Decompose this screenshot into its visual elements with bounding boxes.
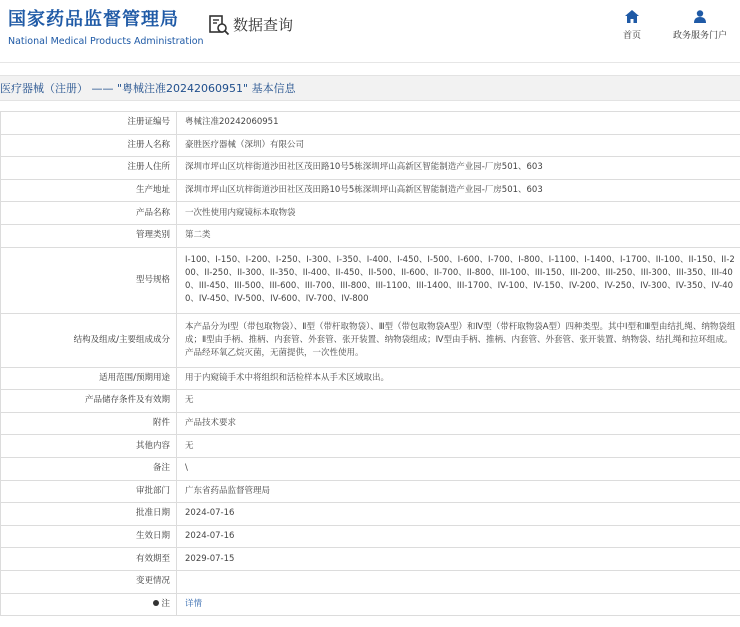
field-value-other: 无: [177, 435, 740, 458]
record-title: 医疗器械（注册） —— "粤械注准20242060951" 基本信息: [0, 82, 296, 95]
field-label: 注册人住所: [1, 157, 177, 180]
field-value-structure: 本产品分为Ⅰ型（带包取物袋）、Ⅱ型（带杆取物袋）、Ⅲ型（带包取物袋A型）和Ⅳ型（带杆取物袋A型）四种类型。其中Ⅰ型和Ⅲ型由结扎绳、纳物袋组成；Ⅱ型由手柄、推柄、内套管、外套管、张开装置、纳物袋组成；Ⅳ型由手柄、推柄、内套管、外套管、张开装置、纳物袋、结扎绳和拉环组成。产品经环氧乙烷灭菌，无菌提供，一次性使用。: [177, 313, 740, 367]
field-value-registrant: 豪胜医疗器械（深圳）有限公司: [177, 134, 740, 157]
brand-logo[interactable]: [8, 8, 204, 49]
field-value-management-class: 第二类: [177, 224, 740, 247]
table-row: [1, 313, 740, 367]
field-label: 批准日期: [1, 503, 177, 526]
field-value-change: [177, 570, 740, 593]
field-value-approval-date: 2024-07-16: [177, 503, 740, 526]
field-value-registrant-address: 深圳市坪山区坑梓街道沙田社区茂田路10号5栋深圳坪山高新区智能制造产业园-厂房501、603: [177, 157, 740, 180]
table-row: [1, 247, 740, 313]
home-icon: [625, 10, 639, 23]
field-value-attachment: 产品技术要求: [177, 412, 740, 435]
table-row: [1, 134, 740, 157]
field-value-model-spec: I-100、I-150、I-200、I-250、I-300、I-350、I-400、I-450、I-500、I-600、I-700、I-800、I-1100、I-1400、I-1700、II-100、II-150、II-200、II-250、II-300、II-350、II-400、II-450、II-500、II-600、II-700、II-800、III-100、III-150、III-200、III-250、III-300、III-350、III-400、III-450、III-500、III-600、III-700、III-800、III-1100、III-1400、III-1700、IV-100、IV-150、IV-200、IV-250、IV-300、IV-350、IV-400、IV-450、IV-500、IV-600、IV-700、IV-800: [177, 247, 740, 313]
field-label: 注: [161, 598, 170, 609]
field-value-expiry-date: 2029-07-15: [177, 548, 740, 571]
field-label: 结构及组成/主要组成成分: [1, 313, 177, 367]
nav-service-portal[interactable]: [669, 10, 731, 43]
table-row: [1, 157, 740, 180]
table-row: [1, 390, 740, 413]
field-label: 其他内容: [1, 435, 177, 458]
field-value-remark: \: [177, 457, 740, 480]
table-row: [1, 202, 740, 225]
field-value-product-name: 一次性使用内窥镜标本取物袋: [177, 202, 740, 225]
field-value-reg-no: 粤械注准20242060951: [177, 112, 740, 135]
table-row: [1, 570, 740, 593]
table-row: [1, 525, 740, 548]
note-value-cell: [177, 593, 740, 616]
detail-table: [0, 111, 740, 616]
table-row: [1, 435, 740, 458]
document-search-icon: [208, 14, 230, 36]
field-value-storage: 无: [177, 390, 740, 413]
table-row: [1, 224, 740, 247]
data-query-section: [208, 14, 293, 36]
field-value-effective-date: 2024-07-16: [177, 525, 740, 548]
table-row: [1, 457, 740, 480]
table-row: [1, 548, 740, 571]
field-label: 生产地址: [1, 179, 177, 202]
nav-home-label: 首页: [622, 31, 641, 41]
field-label: 适用范围/预期用途: [1, 367, 177, 390]
table-row: [1, 112, 740, 135]
brand-name-cn: 国家药品监督管理局: [8, 9, 179, 30]
field-label: 备注: [1, 457, 177, 480]
table-row: [1, 179, 740, 202]
field-label: 产品名称: [1, 202, 177, 225]
site-header: [0, 0, 740, 62]
pin-icon: [153, 600, 159, 606]
field-label: 注册人名称: [1, 134, 177, 157]
record-title-bar: [0, 75, 740, 101]
nav-home[interactable]: [602, 10, 662, 43]
table-row: [1, 503, 740, 526]
field-value-production-address: 深圳市坪山区坑梓街道沙田社区茂田路10号5栋深圳坪山高新区智能制造产业园-厂房501、603: [177, 179, 740, 202]
details-link[interactable]: 详情: [185, 598, 203, 609]
header-divider: [0, 62, 740, 63]
field-label: 型号规格: [1, 247, 177, 313]
field-label: 管理类别: [1, 224, 177, 247]
field-label: 生效日期: [1, 525, 177, 548]
user-icon: [693, 10, 707, 23]
field-label: 有效期至: [1, 548, 177, 571]
data-query-title: 数据查询: [233, 16, 294, 34]
field-value-approval-dept: 广东省药品监督管理局: [177, 480, 740, 503]
note-label-cell: [1, 593, 177, 616]
table-row: [1, 412, 740, 435]
field-value-scope: 用于内窥镜手术中将组织和活检样本从手术区域取出。: [177, 367, 740, 390]
nav-service-label: 政务服务门户: [672, 31, 727, 41]
table-row: [1, 480, 740, 503]
field-label: 附件: [1, 412, 177, 435]
table-row: [1, 367, 740, 390]
field-label: 变更情况: [1, 570, 177, 593]
field-label: 审批部门: [1, 480, 177, 503]
field-label: 产品储存条件及有效期: [1, 390, 177, 413]
field-label: 注册证编号: [1, 112, 177, 135]
brand-name-en: National Medical Products Administration: [8, 36, 204, 47]
table-row: [1, 593, 740, 616]
